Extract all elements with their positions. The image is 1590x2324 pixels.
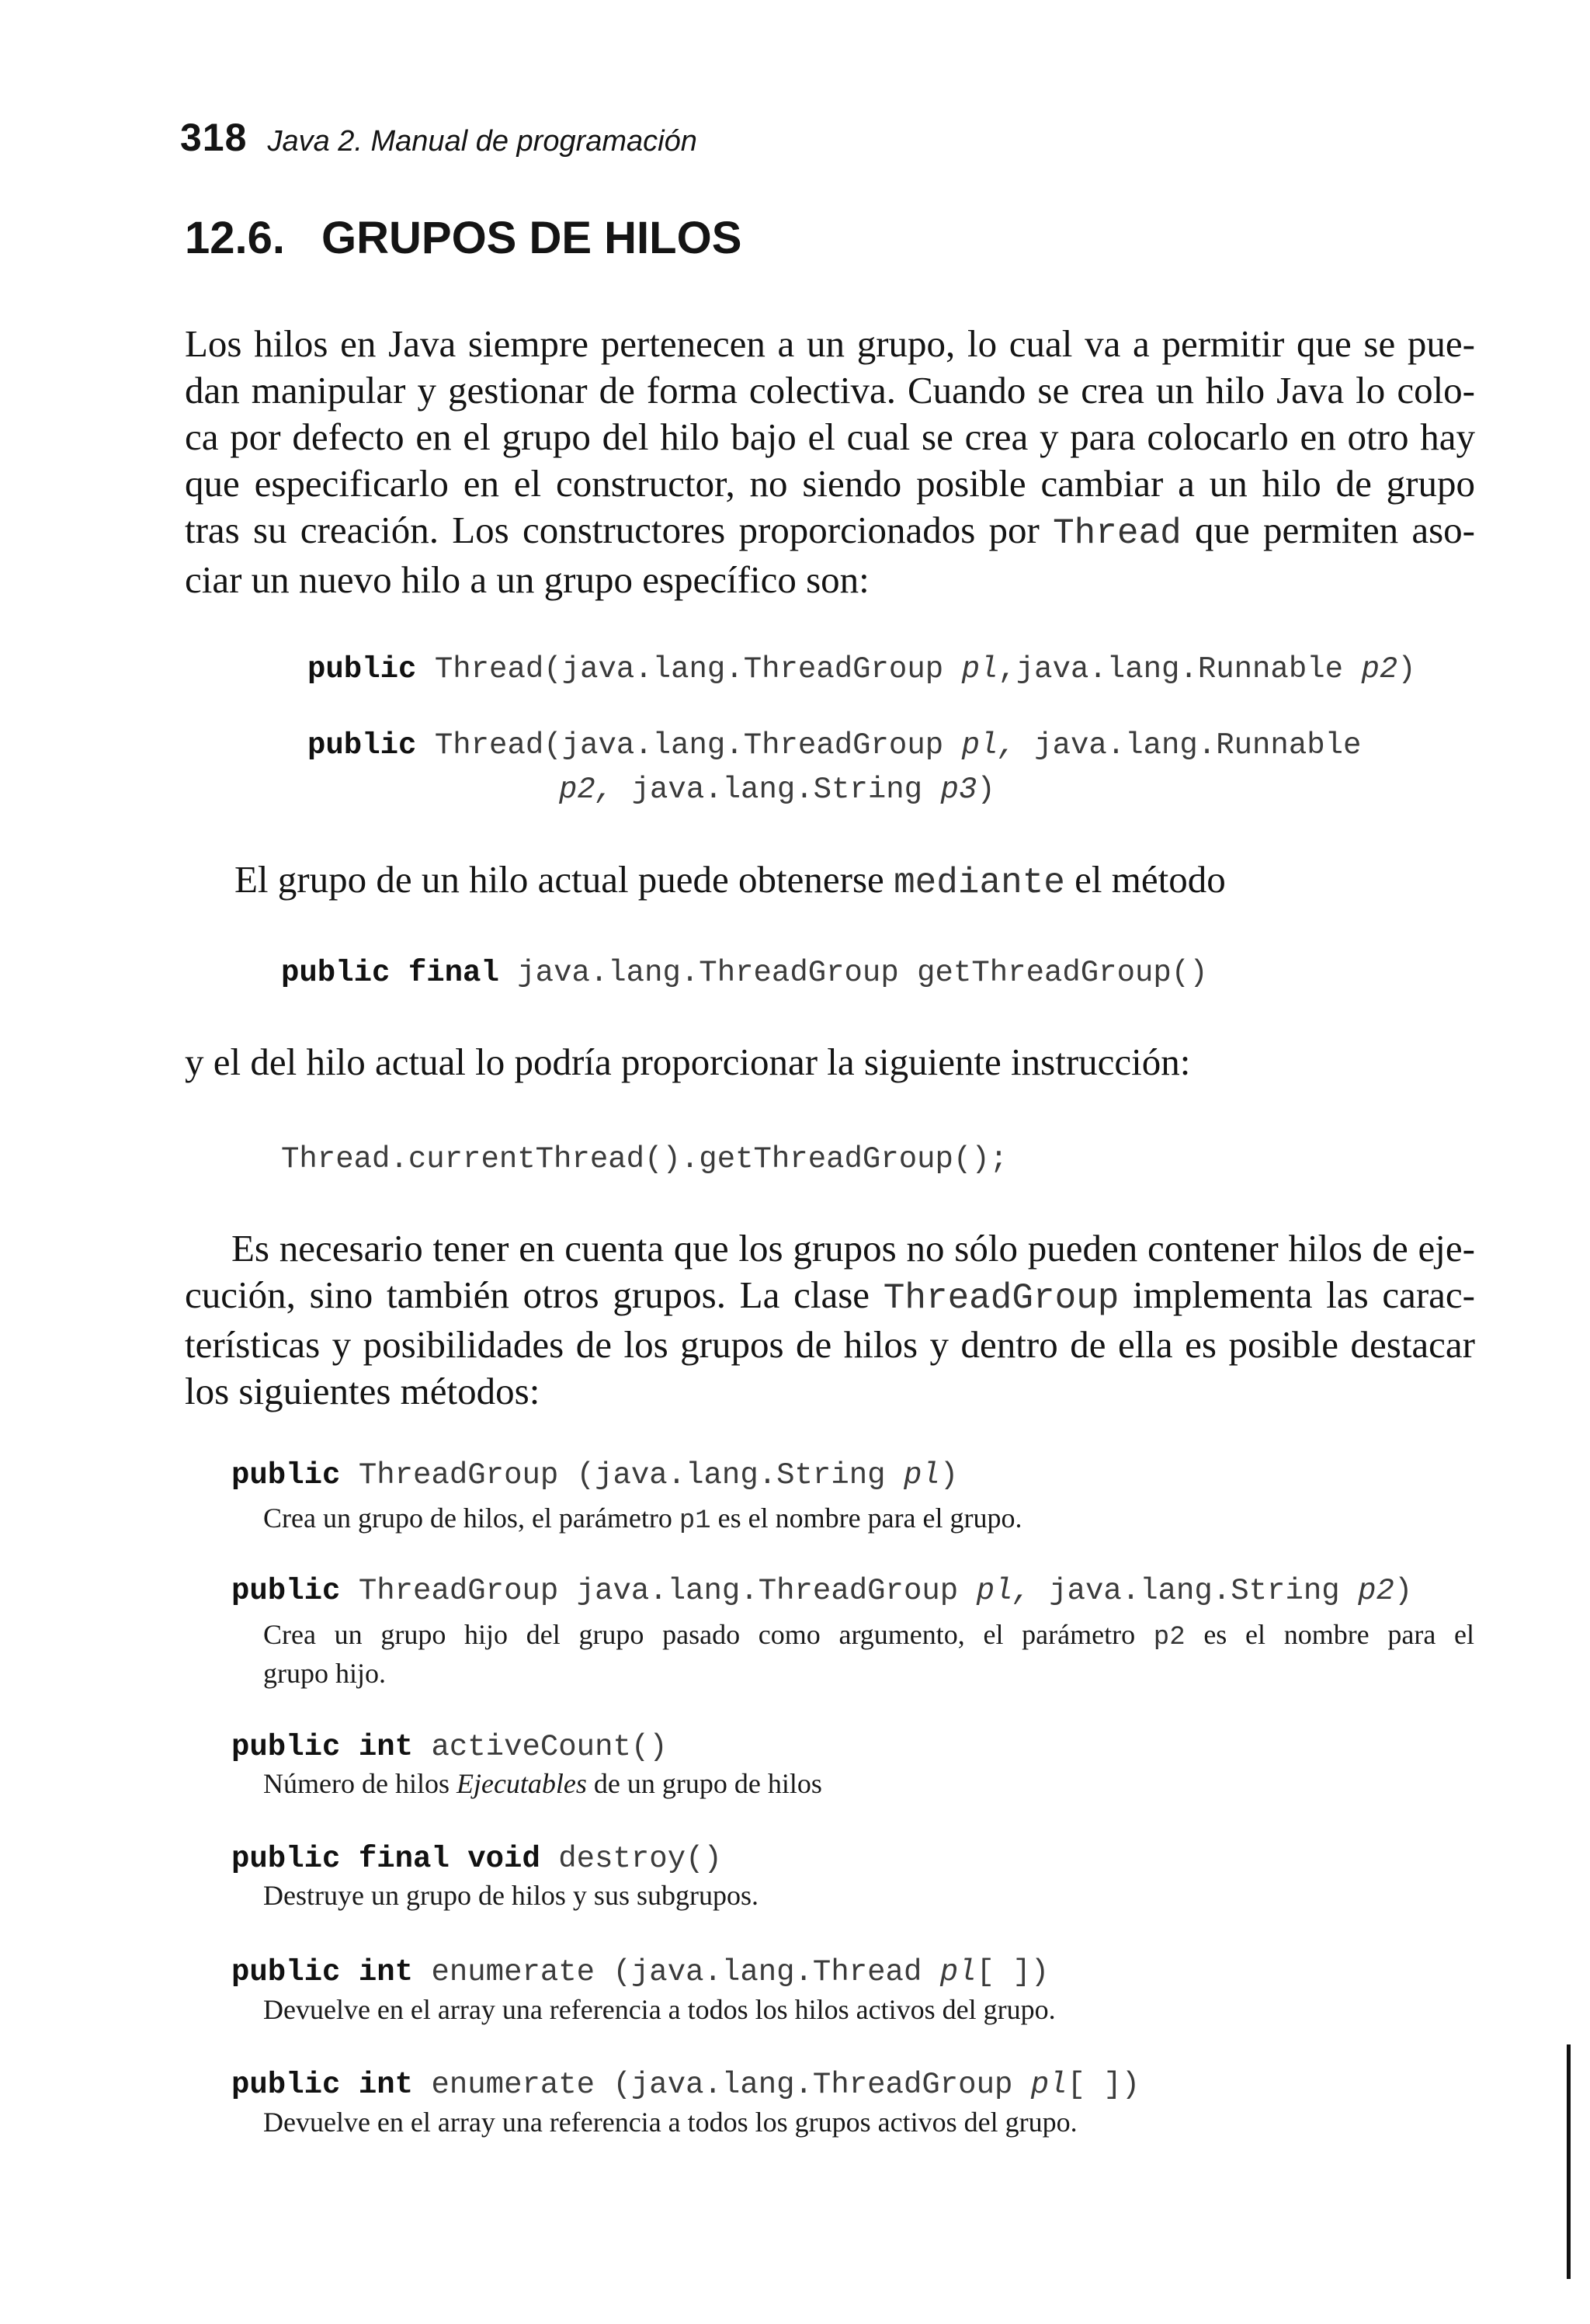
paragraph-line: ciar un nuevo hilo a un grupo específico son: xyxy=(185,558,870,601)
inline-code-threadgroup: ThreadGroup xyxy=(883,1278,1120,1318)
constructor-signature: public Thread(java.lang.ThreadGroup pl, java.lang.Runnable xyxy=(307,728,1362,763)
constructor-signature: public Thread(java.lang.ThreadGroup pl,java.lang.Runnable p2) xyxy=(307,652,1416,686)
intro-paragraph xyxy=(185,321,1475,603)
method-description: Destruye un grupo de hilos y sus subgrupos. xyxy=(263,1880,759,1911)
running-head xyxy=(180,115,697,160)
get-group-text: El grupo de un hilo actual puede obtenerse mediante el método xyxy=(234,858,1226,903)
constructor-signature-continuation: p2, java.lang.String p3) xyxy=(559,773,995,807)
section-title: GRUPOS DE HILOS xyxy=(321,213,742,263)
paragraph-line: Los hilos en Java siempre pertenecen a un grupo, lo cual va a permitir que se pue- xyxy=(185,322,1475,365)
method-description: Número de hilos Ejecutables de un grupo de hilos xyxy=(263,1768,822,1799)
method-signature: public int activeCount() xyxy=(231,1730,668,1764)
section-number: 12.6. xyxy=(185,213,285,263)
paragraph-line: cución, sino también otros grupos. La clase ThreadGroup implementa las carac- xyxy=(185,1273,1475,1318)
method-description: Crea un grupo de hilos, el parámetro p1 es el nombre para el grupo. xyxy=(263,1502,1022,1536)
paragraph-line: que especificarlo en el constructor, no siendo posible cambiar a un hilo de grupo xyxy=(185,462,1475,505)
threadgroup-paragraph xyxy=(185,1225,1475,1415)
method-description: Crea un grupo hijo del grupo pasado como argumento, el parámetro p2 es el nombre para el xyxy=(263,1619,1474,1652)
method-description-continuation: grupo hijo. xyxy=(263,1658,386,1689)
paragraph-line: dan manipular y gestionar de forma colectiva. Cuando se crea un hilo Java lo colo- xyxy=(185,369,1475,412)
paragraph-line: tras su creación. Los constructores proporcionados por Thread que permiten aso- xyxy=(185,509,1475,554)
paragraph-line: ca por defecto en el grupo del hilo bajo el cual se crea y para colocarlo en otro hay xyxy=(185,415,1475,458)
method-description: Devuelve en el array una referencia a todos los grupos activos del grupo. xyxy=(263,2107,1078,2138)
book-title: Java 2. Manual de programación xyxy=(267,125,697,158)
inline-code-thread: Thread xyxy=(1053,513,1182,554)
paragraph-line: terísticas y posibilidades de los grupos de hilos y dentro de ella es posible destacar xyxy=(185,1323,1475,1366)
method-signature: public ThreadGroup (java.lang.String pl) xyxy=(231,1458,959,1492)
page-number: 318 xyxy=(180,116,248,159)
section-heading xyxy=(185,212,741,264)
method-signature: public int enumerate (java.lang.Thread pl[ ]) xyxy=(231,1955,1050,1989)
inline-code-mediante: mediante xyxy=(894,863,1065,903)
method-signature: public int enumerate (java.lang.ThreadGroup pl[ ]) xyxy=(231,2068,1140,2102)
paragraph-line: Es necesario tener en cuenta que los grupos no sólo pueden contener hilos de eje- xyxy=(231,1227,1475,1270)
current-thread-code: Thread.currentThread().getThreadGroup(); xyxy=(281,1142,1009,1176)
current-thread-text: y el del hilo actual lo podría proporcionar la siguiente instrucción: xyxy=(185,1040,1191,1083)
method-signature: public final void destroy() xyxy=(231,1842,722,1876)
method-signature-getthreadgroup: public final java.lang.ThreadGroup getThreadGroup() xyxy=(281,956,1208,990)
method-signature: public ThreadGroup java.lang.ThreadGroup pl, java.lang.String p2) xyxy=(231,1574,1413,1608)
method-description: Devuelve en el array una referencia a todos los hilos activos del grupo. xyxy=(263,1994,1056,2025)
margin-rule xyxy=(1567,2044,1571,2279)
paragraph-line: los siguientes métodos: xyxy=(185,1370,540,1412)
